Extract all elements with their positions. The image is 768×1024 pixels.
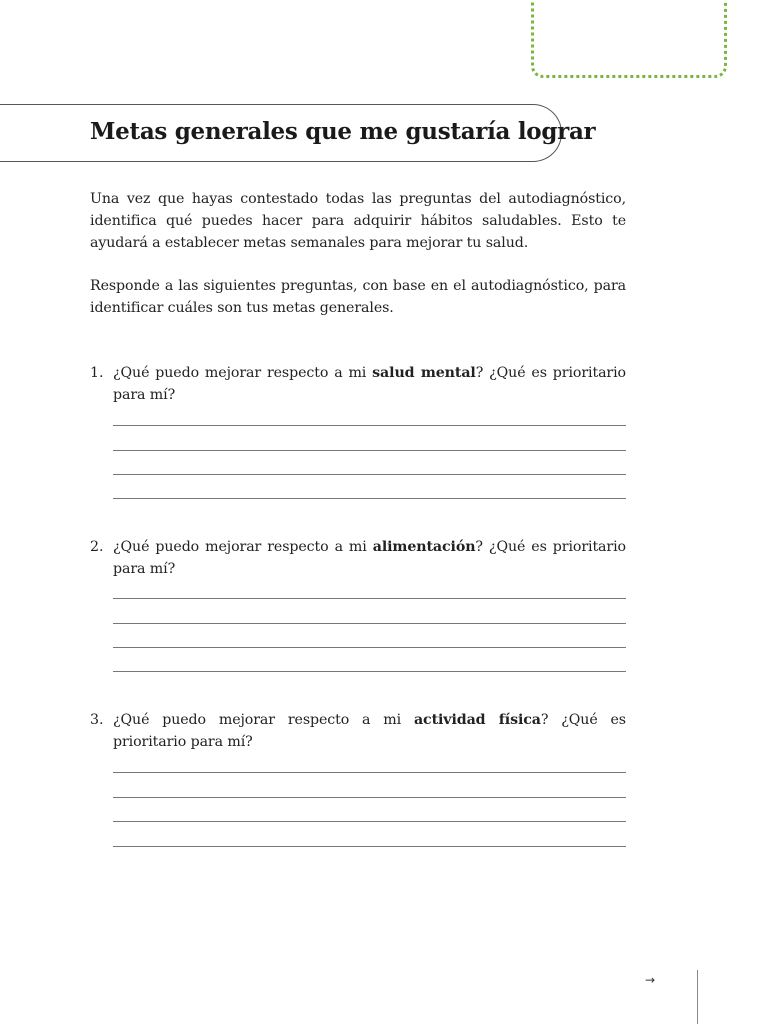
intro-paragraph: Una vez que hayas contestado todas las preguntas del autodiagnóstico, identifica qué puedes hacer para adquirir hábitos saludables. Esto te ayudará a establecer metas semanales para mejorar tu salud.	[90, 191, 626, 251]
question-number: 3.	[90, 712, 104, 728]
answer-line[interactable]	[113, 425, 626, 426]
answer-line[interactable]	[113, 797, 626, 798]
footer-divider	[697, 970, 698, 1024]
answer-line[interactable]	[113, 498, 626, 499]
dotted-corner-frame	[531, 0, 727, 78]
answer-line[interactable]	[113, 450, 626, 451]
question-number: 2.	[90, 539, 104, 555]
question-text: ¿Qué puedo mejorar respecto a mi alimentación? ¿Qué es prioritario para mí?	[113, 539, 626, 577]
answer-line[interactable]	[113, 671, 626, 672]
question-text: ¿Qué puedo mejorar respecto a mi salud mental? ¿Qué es prioritario para mí?	[113, 365, 626, 403]
instructions-paragraph: Responde a las siguientes preguntas, con base en el autodiagnóstico, para identificar cuáles son tus metas generales.	[90, 278, 626, 316]
page-title: Metas generales que me gustaría lograr	[90, 118, 596, 145]
answer-line[interactable]	[113, 598, 626, 599]
question-number: 1.	[90, 365, 104, 381]
answer-line[interactable]	[113, 474, 626, 475]
answer-line[interactable]	[113, 821, 626, 822]
answer-line[interactable]	[113, 772, 626, 773]
answer-line[interactable]	[113, 846, 626, 847]
answer-line[interactable]	[113, 647, 626, 648]
next-page-arrow-icon: →	[645, 973, 656, 987]
answer-line[interactable]	[113, 623, 626, 624]
question-text: ¿Qué puedo mejorar respecto a mi actividad física? ¿Qué es prioritario para mí?	[113, 712, 626, 750]
